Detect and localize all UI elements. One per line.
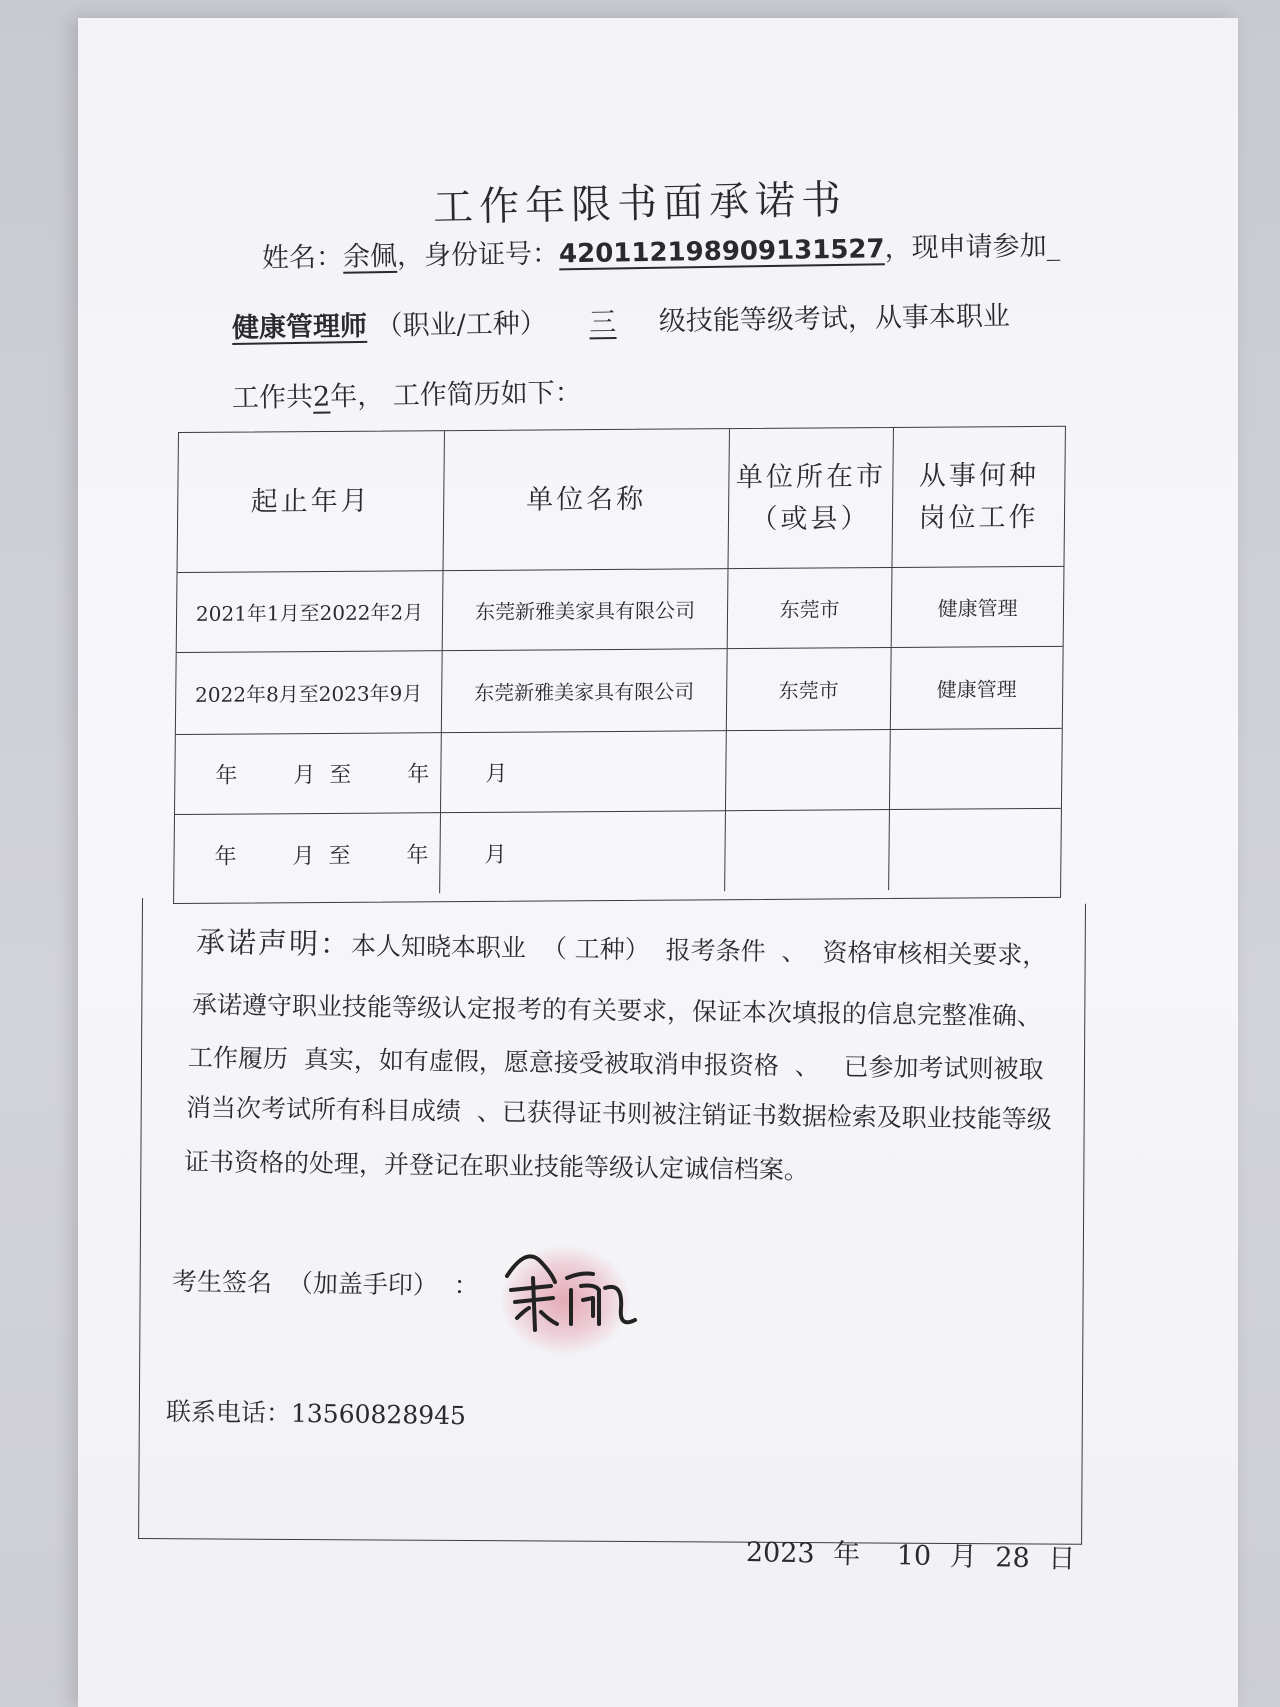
header-city-line2: （或县） — [750, 502, 871, 535]
level-value: 三 — [589, 306, 617, 339]
row4-post — [889, 809, 1061, 890]
date-day-unit: 日 — [1047, 1543, 1076, 1575]
pledge-line-5: 证书资格的处理，并登记在职业技能等级认定诚信档案。 — [183, 1147, 810, 1185]
pledge-lead: 承诺声明： — [195, 925, 352, 962]
date-year-unit: 年 — [832, 1538, 861, 1571]
years-prefix: 工作共 — [231, 381, 314, 414]
phone-label: 联系电话： — [165, 1397, 292, 1428]
row4-period: 年 月至 年 月 — [174, 813, 441, 895]
header-city-line1: 单位所在市 — [735, 460, 887, 493]
phone-number: 13560828945 — [290, 1398, 467, 1431]
document-title: 工作年限书面承诺书 — [432, 177, 848, 231]
row4-company — [440, 811, 726, 893]
header-company: 单位名称 — [444, 429, 730, 571]
pledge-line-3: 工作履历 真实，如有虚假，愿意接受被取消申报资格 、 已参加考试则被取 — [187, 1043, 1044, 1084]
header-post-line1: 从事何种 — [918, 459, 1040, 492]
header-post — [892, 427, 1064, 568]
row1-period: 2021年1月至2022年2月 — [177, 571, 444, 653]
signed-date — [746, 1530, 1076, 1576]
row3-company — [441, 731, 727, 813]
occupation-suffix: （职业/工种） — [375, 308, 547, 342]
phone-line — [166, 1392, 466, 1432]
handwritten-signature — [495, 1238, 645, 1338]
id-label: ，身份证号： — [396, 238, 560, 272]
name-value: 余佩 — [342, 240, 398, 273]
level-suffix: 级技能等级考试，从事本职业 — [658, 300, 1011, 338]
pledge-line-4: 消当次考试所有科目成绩 、已获得证书则被注销证书数据检索及职业技能等级 — [185, 1093, 1053, 1135]
date-month: 10 — [896, 1540, 932, 1572]
date-day: 28 — [995, 1542, 1031, 1574]
header-post-line2: 岗位工作 — [918, 501, 1039, 534]
name-label: 姓名： — [261, 241, 344, 274]
pledge-line-2: 承诺遵守职业技能等级认定报考的有关要求，保证本次填报的信息完整准确、 — [191, 990, 1043, 1031]
signature-label: 考生签名 （加盖手印） ： — [171, 1267, 479, 1301]
row2-period: 2022年8月至2023年9月 — [176, 651, 443, 735]
row2-city: 东莞市 — [727, 648, 892, 731]
blank-underline: _ — [1046, 230, 1061, 262]
pledge-text-1: 本人知晓本职业 （ 工种） 报考条件 、 资格审核相关要求， — [350, 931, 1048, 970]
occupation-value: 健康管理师 — [231, 310, 368, 344]
row4-city — [725, 810, 890, 891]
row1-post: 健康管理 — [892, 567, 1064, 648]
header-city — [728, 428, 893, 569]
years-value: 2 — [312, 381, 331, 413]
work-history-table — [173, 426, 1066, 904]
years-suffix: 年， 工作简历如下： — [329, 377, 583, 413]
date-year: 2023 — [745, 1537, 815, 1570]
row3-period: 年 月至 年 月 — [175, 733, 442, 815]
header-period: 起止年月 — [178, 431, 445, 573]
row3-post — [890, 729, 1062, 810]
id-number: 420112198909131527 — [558, 234, 885, 270]
apply-text: ，现申请参加 — [884, 230, 1047, 265]
row1-company: 东莞新雅美家具有限公司 — [443, 569, 729, 651]
row1-city: 东莞市 — [728, 568, 893, 649]
row2-post: 健康管理 — [891, 647, 1063, 730]
date-month-unit: 月 — [949, 1541, 978, 1573]
row3-city — [726, 730, 891, 811]
row2-company: 东莞新雅美家具有限公司 — [442, 649, 728, 733]
intro-line-3 — [232, 371, 582, 415]
